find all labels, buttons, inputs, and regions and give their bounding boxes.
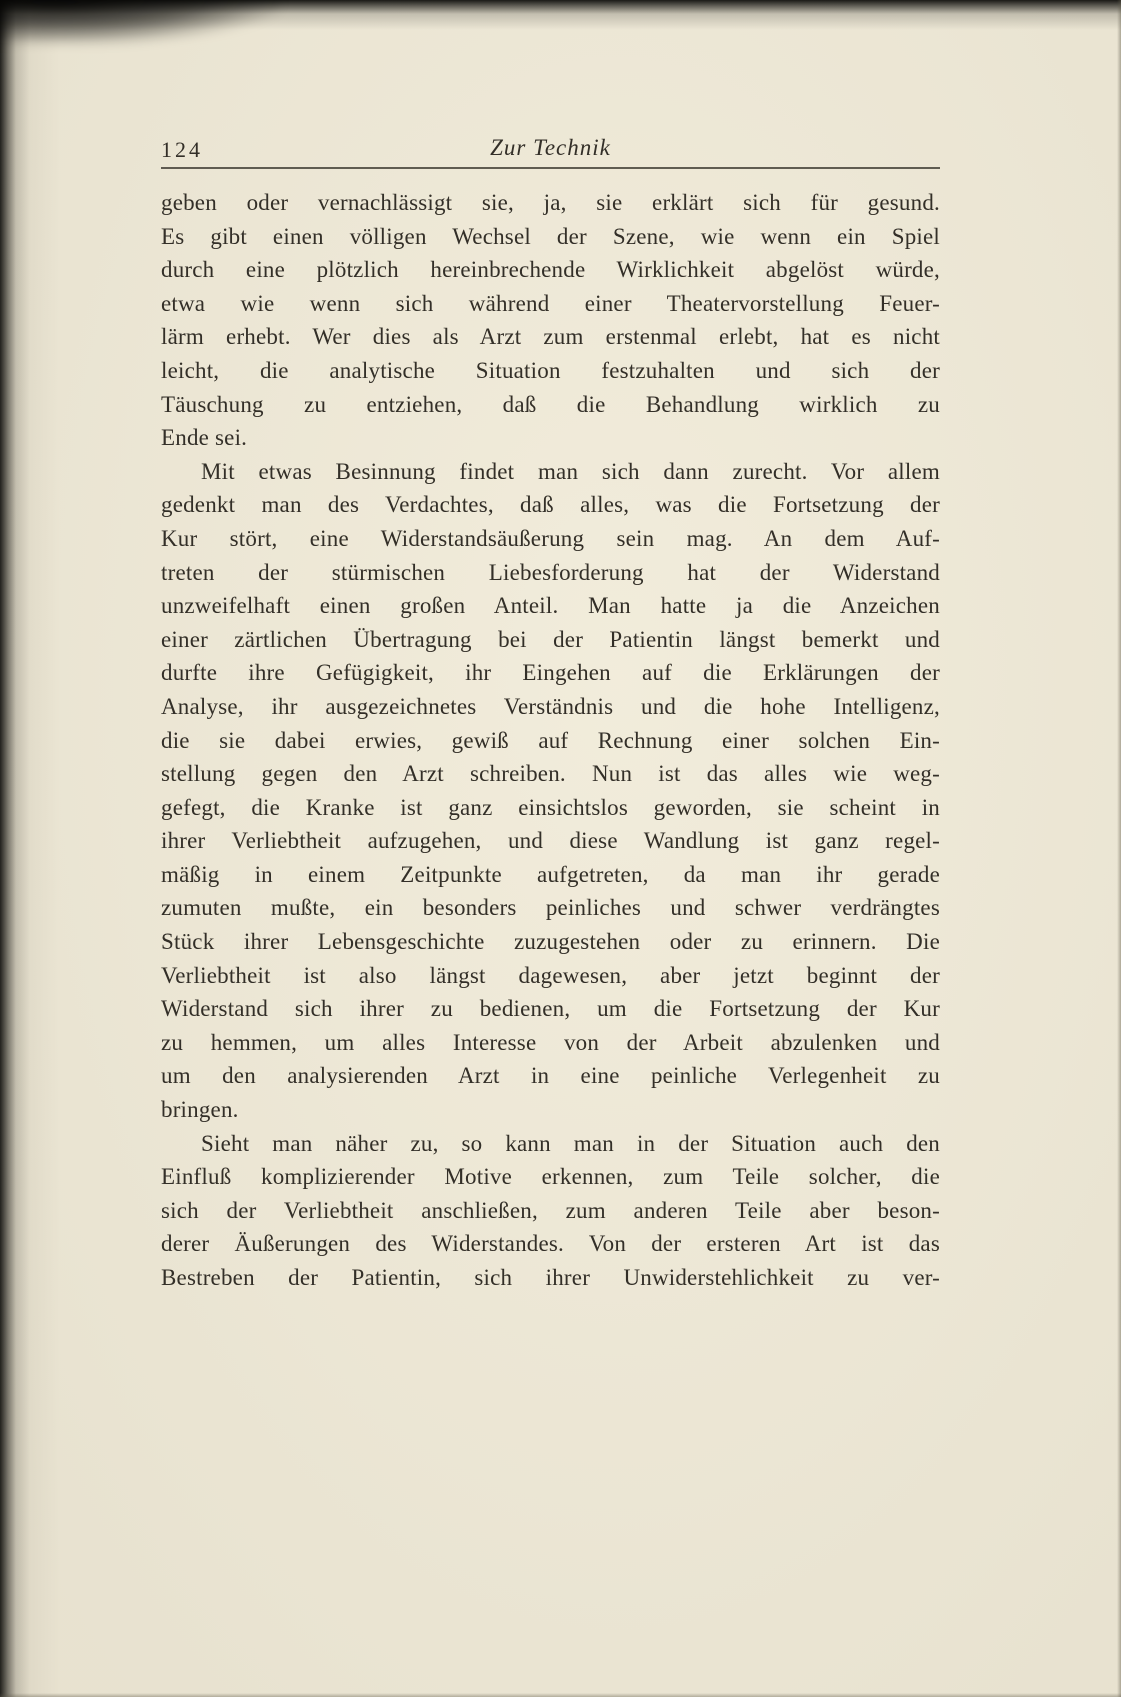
header-rule [161,167,940,169]
text-line: treten der stürmischen Liebesforderung hat der Widerstand [161,559,940,585]
paragraph [161,1127,940,1295]
text-line: gefegt, die Kranke ist ganz einsichtslos geworden, sie scheint in [161,794,940,820]
text-line: gedenkt man des Verdachtes, daß alles, was die Fortsetzung der [161,492,940,518]
text-line: Sieht man näher zu, so kann man in der Situation auch den [201,1130,940,1156]
text-line: Widerstand sich ihrer zu bedienen, um die Fortsetzung der Kur [161,996,940,1022]
text-line: einer zärtlichen Übertragung bei der Patientin längst bemerkt und [161,626,940,652]
text-line: Mit etwas Besinnung findet man sich dann zurecht. Vor allem [201,458,940,484]
text-line: Verliebtheit ist also längst dagewesen, aber jetzt beginnt der [161,962,940,988]
text-line: Ende sei. [161,425,248,451]
text-line: leicht, die analytische Situation festzuhalten und sich der [161,357,940,383]
paragraph [161,455,940,1127]
text-line: durch eine plötzlich hereinbrechende Wirklichkeit abgelöst würde, [161,257,940,283]
text-line: bringen. [161,1097,239,1123]
text-line: die sie dabei erwies, gewiß auf Rechnung einer solchen Ein- [161,727,940,753]
text-line: zu hemmen, um alles Interesse von der Arbeit abzulenken und [161,1029,940,1055]
scan-smudge-top-left [0,0,280,44]
text-line: Kur stört, eine Widerstandsäußerung sein mag. An dem Auf- [161,525,940,551]
text-line: durfte ihre Gefügigkeit, ihr Eingehen auf die Erklärungen der [161,660,940,686]
text-line: sich der Verliebtheit anschließen, zum anderen Teile aber beson- [161,1197,940,1223]
text-line: Es gibt einen völligen Wechsel der Szene, wie wenn ein Spiel [161,223,940,249]
body-text [161,186,940,1295]
text-line: ihrer Verliebtheit aufzugehen, und diese Wandlung ist ganz regel- [161,828,940,854]
text-line: Einfluß komplizierender Motive erkennen, zum Teile solcher, die [161,1164,940,1190]
scan-edge-top [0,0,1121,30]
text-line: Täuschung zu entziehen, daß die Behandlung wirklich zu [161,391,940,417]
text-line: unzweifelhaft einen großen Anteil. Man hatte ja die Anzeichen [161,593,940,619]
scan-edge-bottom [0,1693,1121,1697]
text-line: etwa wie wenn sich während einer Theatervorstellung Feuer- [161,290,940,316]
page-header [161,135,940,165]
scan-edge-right [1117,0,1121,1697]
text-line: derer Äußerungen des Widerstandes. Von der ersteren Art ist das [161,1231,940,1257]
running-head: Zur Technik [490,135,611,160]
text-line: um den analysierenden Arzt in eine peinliche Verlegenheit zu [161,1063,940,1089]
text-block [161,135,940,1295]
text-line: Stück ihrer Lebensgeschichte zuzugestehen oder zu erinnern. Die [161,929,940,955]
text-line: Analyse, ihr ausgezeichnetes Verständnis und die hohe Intelligenz, [161,693,940,719]
text-line: mäßig in einem Zeitpunkte aufgetreten, da man ihr gerade [161,861,940,887]
text-line: Bestreben der Patientin, sich ihrer Unwiderstehlichkeit zu ver- [161,1265,940,1290]
paragraph [161,186,940,455]
page-number: 124 [161,137,203,162]
scan-edge-left [0,0,30,1697]
text-line: zumuten mußte, ein besonders peinliches und schwer verdrängtes [161,895,940,921]
text-line: stellung gegen den Arzt schreiben. Nun ist das alles wie weg- [161,761,940,787]
text-line: lärm erhebt. Wer dies als Arzt zum erstenmal erlebt, hat es nicht [161,324,940,350]
text-line: geben oder vernachlässigt sie, ja, sie erklärt sich für gesund. [161,190,940,215]
